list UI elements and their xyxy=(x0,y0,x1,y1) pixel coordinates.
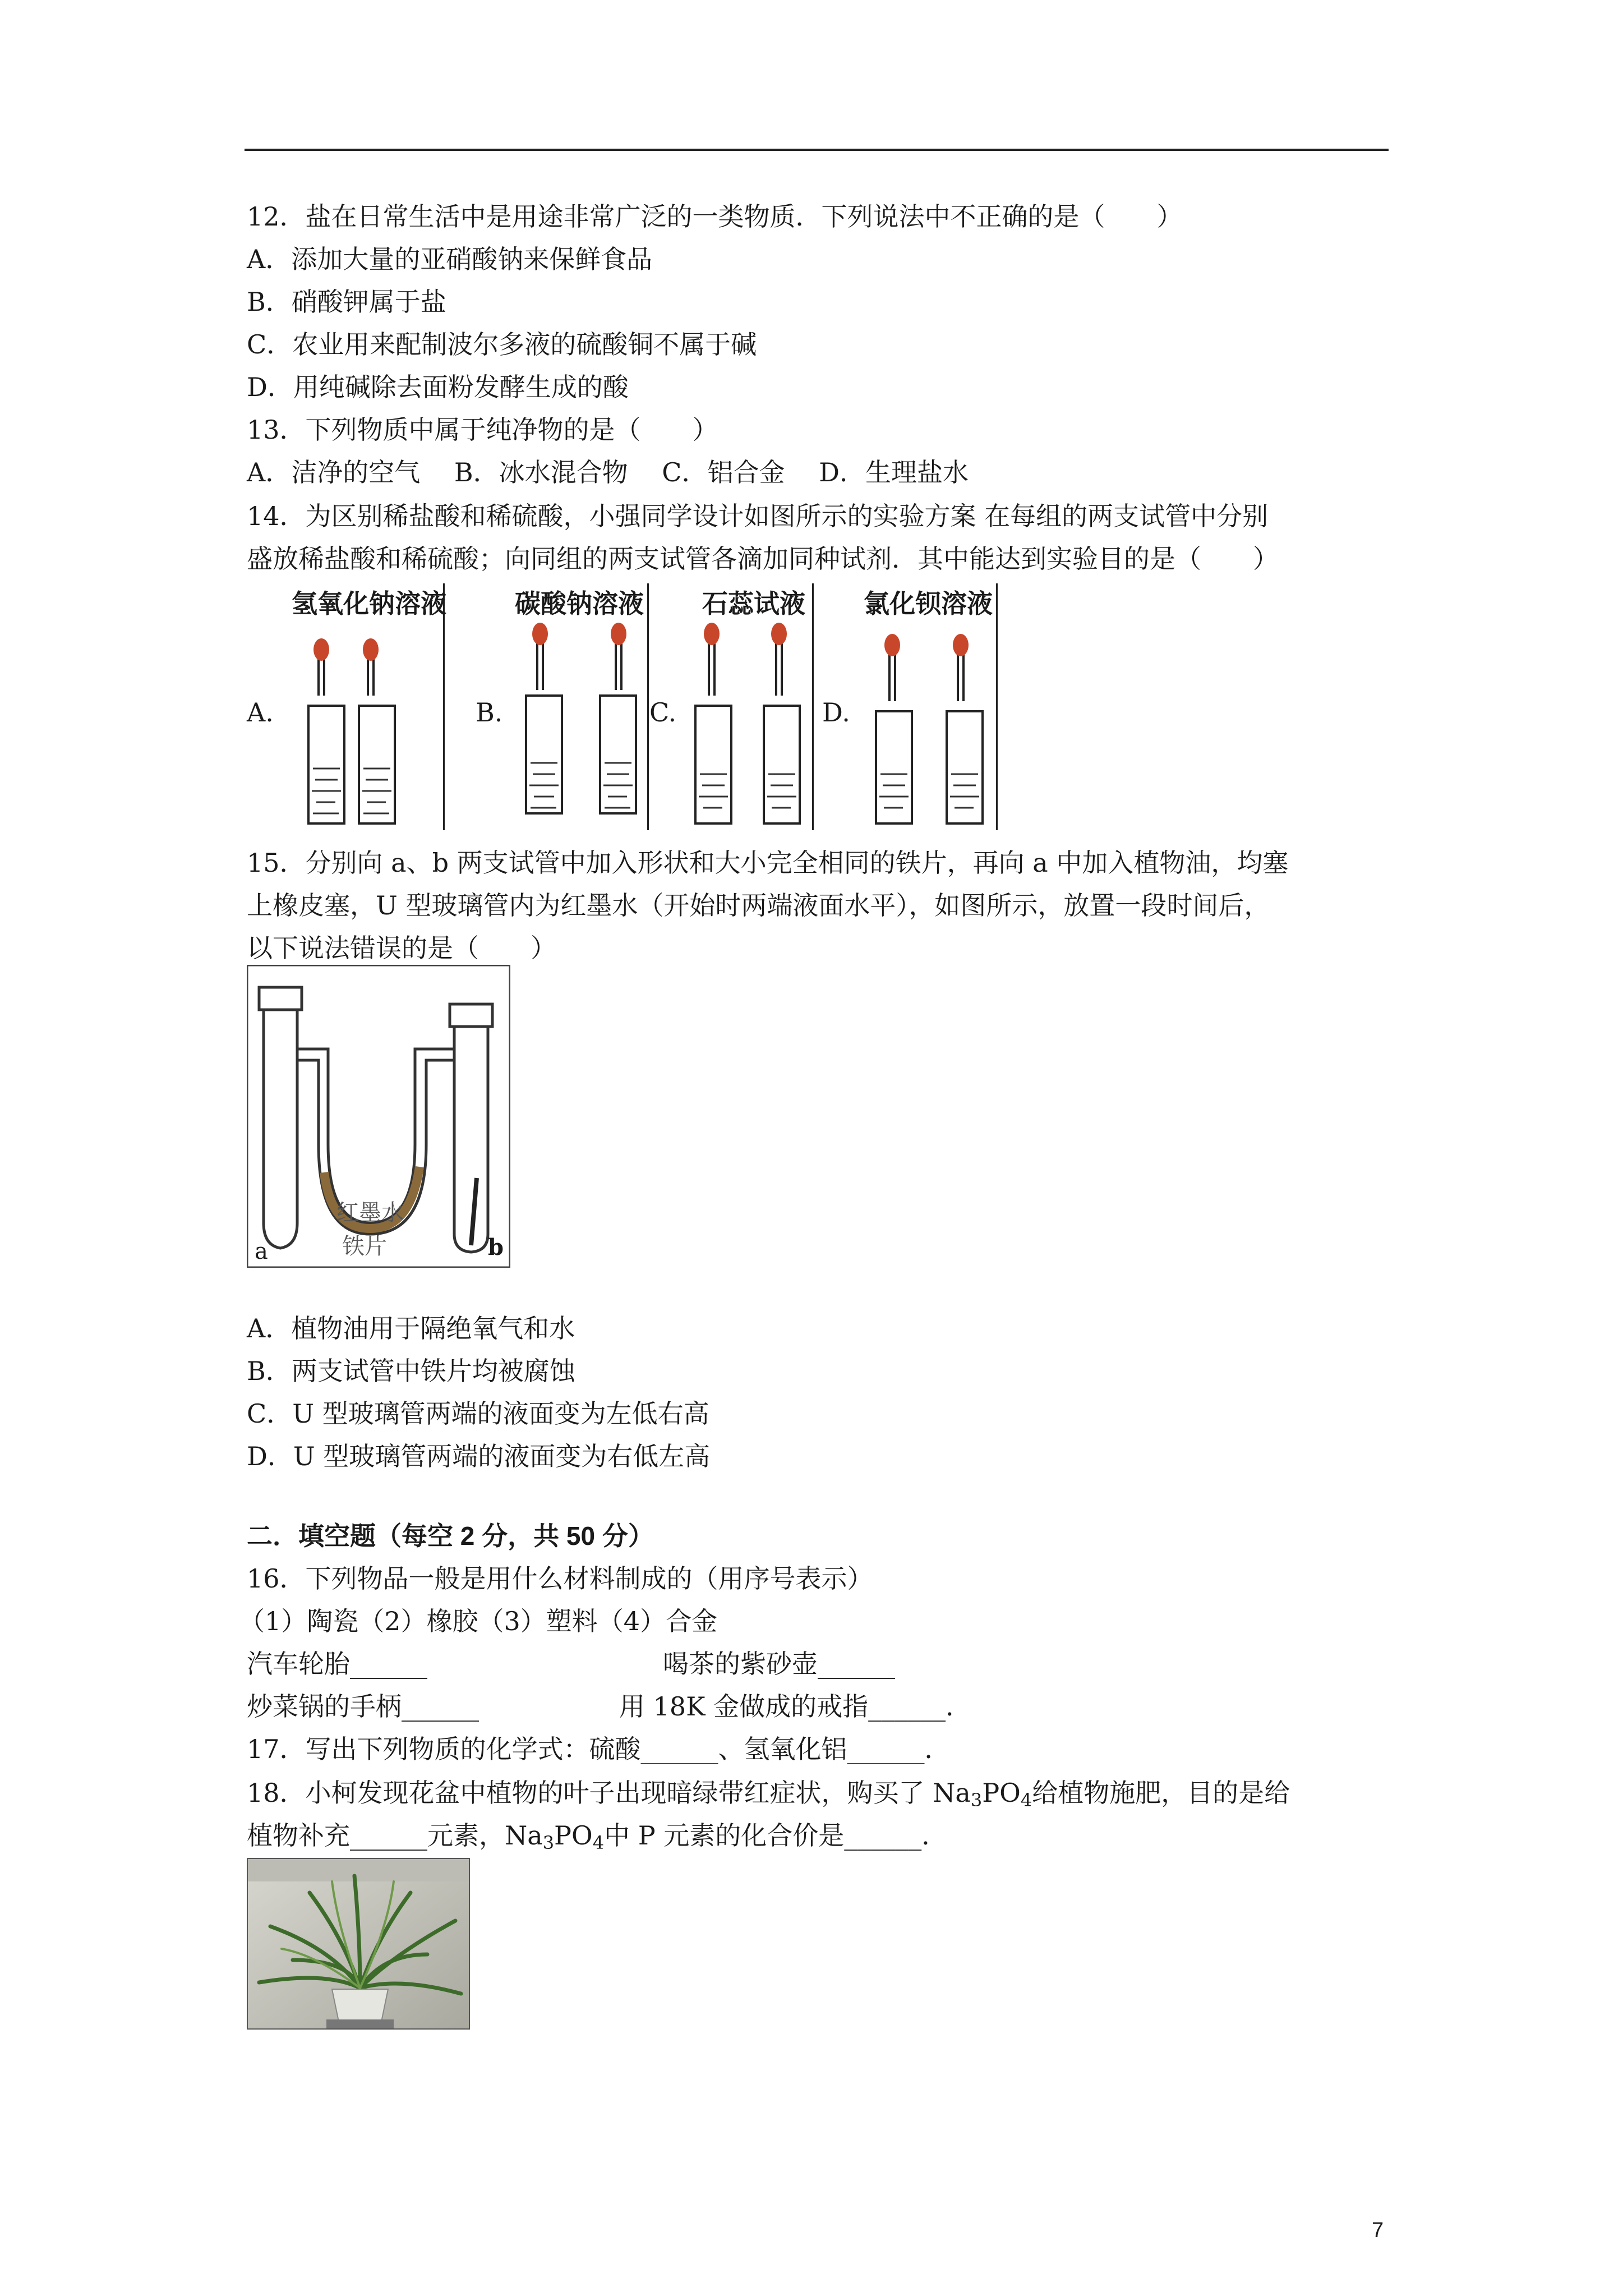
q14-label-a: A. xyxy=(247,697,274,728)
iron-label: 铁片 xyxy=(342,1234,387,1259)
potted-plant-photo xyxy=(247,1858,470,2030)
q12-option-a: A．添加大量的亚硝酸钠来保鲜食品 xyxy=(247,244,653,274)
q14-reagent-b: 碳酸钠溶液 xyxy=(515,588,644,619)
q13-stem: 13．下列物质中属于纯净物的是（ ） xyxy=(247,415,718,445)
q18-line1 xyxy=(247,1776,1290,1817)
q14-label-d: D. xyxy=(822,697,850,728)
red-ink-label: 红墨水 xyxy=(336,1200,404,1226)
q14-figure-c xyxy=(680,583,814,830)
q18-sub-3: 3 xyxy=(970,1789,983,1811)
dropper-tubes-a xyxy=(291,583,443,830)
q16-item-tire: 汽车轮胎______ xyxy=(247,1649,427,1679)
q15-u-tube-figure xyxy=(247,965,510,1268)
q15-option-c: C．U 型玻璃管两端的液面变为左低右高 xyxy=(247,1398,709,1429)
q18-line2-sub-3: 3 xyxy=(542,1832,555,1853)
plant-image xyxy=(248,1859,469,2028)
q18-line1-pre: 18．小柯发现花盆中植物的叶子出现暗绿带红症状，购买了 Na xyxy=(247,1778,971,1808)
q15-stem-line3: 以下说法错误的是（ ） xyxy=(247,933,556,963)
q12-option-d: D．用纯碱除去面粉发酵生成的酸 xyxy=(247,372,629,402)
q15-option-a: A．植物油用于隔绝氧气和水 xyxy=(247,1313,575,1343)
q14-reagent-d: 氯化钡溶液 xyxy=(864,588,993,619)
q12-option-b: B．硝酸钾属于盐 xyxy=(247,287,446,317)
q18-line2-po: PO xyxy=(554,1820,593,1851)
q15-stem-line1: 15．分别向 a、b 两支试管中加入形状和大小完全相同的铁片，再向 a 中加入植物油，均塞 xyxy=(247,848,1289,878)
dropper-tubes-c xyxy=(680,583,812,830)
q18-line2-pre: 植物补充______元素，Na xyxy=(247,1820,543,1851)
header-rule xyxy=(245,149,1389,151)
q18-line2-post: 中 P 元素的化合价是______． xyxy=(604,1820,948,1851)
q14-label-b: B. xyxy=(476,697,503,728)
q15-option-b: B．两支试管中铁片均被腐蚀 xyxy=(247,1356,575,1386)
q18-line2 xyxy=(247,1819,947,1860)
q14-figure-a xyxy=(291,583,445,830)
tube-b-label: b xyxy=(488,1234,504,1260)
q16-item-handle: 炒菜锅的手柄______ xyxy=(247,1691,479,1722)
q16-item-ring: 用 18K 金做成的戒指______． xyxy=(619,1691,972,1722)
q18-line2-sub-4: 4 xyxy=(592,1832,605,1853)
q14-stem-line1: 14．为区别稀盐酸和稀硫酸，小强同学设计如图所示的实验方案 在每组的两支试管中分别 xyxy=(247,501,1269,531)
q14-label-c: C. xyxy=(649,697,677,728)
dropper-tubes-b xyxy=(515,583,647,830)
q14-figure-d xyxy=(864,583,998,830)
q14-figure-b xyxy=(515,583,649,830)
q14-stem-line2: 盛放稀盐酸和稀硫酸；向同组的两支试管各滴加同种试剂．其中能达到实验目的是（ ） xyxy=(247,544,1279,574)
dropper-tubes-d xyxy=(864,583,996,830)
q18-po: PO xyxy=(982,1778,1021,1808)
q13-options: A．洁净的空气 B．冰水混合物 C．铝合金 D．生理盐水 xyxy=(247,457,969,487)
q14-reagent-a: 氢氧化钠溶液 xyxy=(292,588,446,619)
q14-reagent-c: 石蕊试液 xyxy=(702,588,805,619)
tube-a-label: a xyxy=(255,1239,268,1264)
page-number: 7 xyxy=(1372,2219,1384,2242)
q15-stem-line2: 上橡皮塞，U 型玻璃管内为红墨水（开始时两端液面水平），如图所示，放置一段时间后， xyxy=(247,890,1270,921)
q12-option-c: C．农业用来配制波尔多液的硫酸铜不属于碱 xyxy=(247,329,757,360)
section-2-title: 二．填空题（每空 2 分，共 50 分） xyxy=(247,1521,654,1550)
q15-option-d: D．U 型玻璃管两端的液面变为右低左高 xyxy=(247,1441,711,1471)
q16-item-teapot: 喝茶的紫砂壶______ xyxy=(663,1649,895,1679)
q18-line1-post: 给植物施肥，目的是给 xyxy=(1032,1778,1290,1808)
q16-stem: 16．下列物品一般是用什么材料制成的（用序号表示） xyxy=(247,1563,873,1594)
q18-sub-4: 4 xyxy=(1020,1789,1032,1811)
q12-stem: 12．盐在日常生活中是用途非常广泛的一类物质．下列说法中不正确的是（ ） xyxy=(247,201,1183,232)
q16-materials: （1）陶瓷（2）橡胶（3）塑料（4）合金 xyxy=(239,1606,718,1636)
q17-text: 17．写出下列物质的化学式：硫酸______、氢氧化铝______． xyxy=(247,1734,951,1764)
